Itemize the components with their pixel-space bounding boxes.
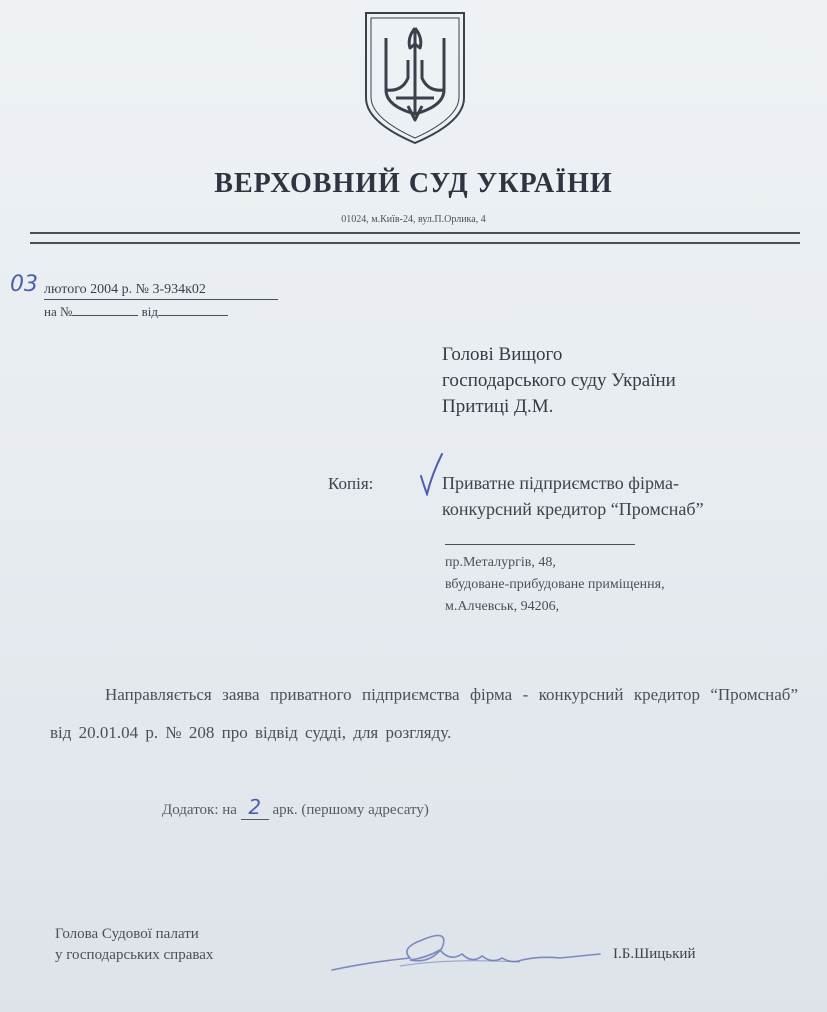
reference-date-blank	[158, 303, 228, 316]
copy-label: Копія:	[328, 474, 374, 493]
handwritten-check-icon	[418, 452, 444, 496]
court-name: ВЕРХОВНИЙ СУД УКРАЇНИ	[214, 168, 613, 199]
letter-body: Направляється заява приватного підприємства фірма - конкурсний кредитор “Промснаб” від 20.01.04 р. № 208 про відвід судді, для розгляду.	[50, 685, 798, 742]
copy-recipient-line: Приватне підприємство фірма-	[442, 473, 679, 493]
reference-from-label: від	[141, 304, 159, 319]
header-rule-bottom	[30, 242, 800, 244]
attachment-line	[162, 795, 429, 820]
signer-title-line: у господарських справах	[55, 947, 214, 963]
reference-prefix: на №	[44, 304, 73, 319]
signer-title-line: Голова Судової палати	[55, 926, 199, 942]
handwritten-signature	[330, 918, 610, 978]
handwritten-date-day: 03	[10, 272, 38, 297]
copy-recipient	[442, 470, 704, 522]
attachment-prefix: Додаток: на	[162, 802, 237, 818]
copy-divider	[445, 544, 635, 545]
copy-address-line: м.Алчевськ, 94206,	[445, 599, 560, 614]
header-rule-top	[30, 232, 800, 234]
signer-title	[55, 924, 213, 966]
copy-address	[445, 552, 665, 618]
trident-emblem-icon	[362, 10, 468, 146]
reference-line	[44, 303, 228, 320]
copy-address-line: вбудоване-прибудоване приміщення,	[445, 577, 665, 592]
court-address: 01024, м.Київ-24, вул.П.Орлика, 4	[341, 214, 486, 225]
addressee-line: господарського суду України	[442, 370, 676, 391]
addressee-line: Притиці Д.М.	[442, 396, 554, 417]
attachment-suffix: арк. (першому адресату)	[272, 802, 429, 818]
attachment-count: 2	[241, 795, 269, 820]
signer-name: І.Б.Шицький	[613, 946, 696, 962]
addressee-line: Голові Вищого	[442, 344, 563, 365]
outgoing-date-number: лютого 2004 р. № 3-934к02	[44, 282, 278, 300]
copy-address-line: пр.Металургів, 48,	[445, 555, 556, 570]
addressee-block	[442, 342, 676, 420]
copy-recipient-line: конкурсний кредитор “Промснаб”	[442, 499, 704, 519]
reference-number-blank	[72, 303, 138, 316]
